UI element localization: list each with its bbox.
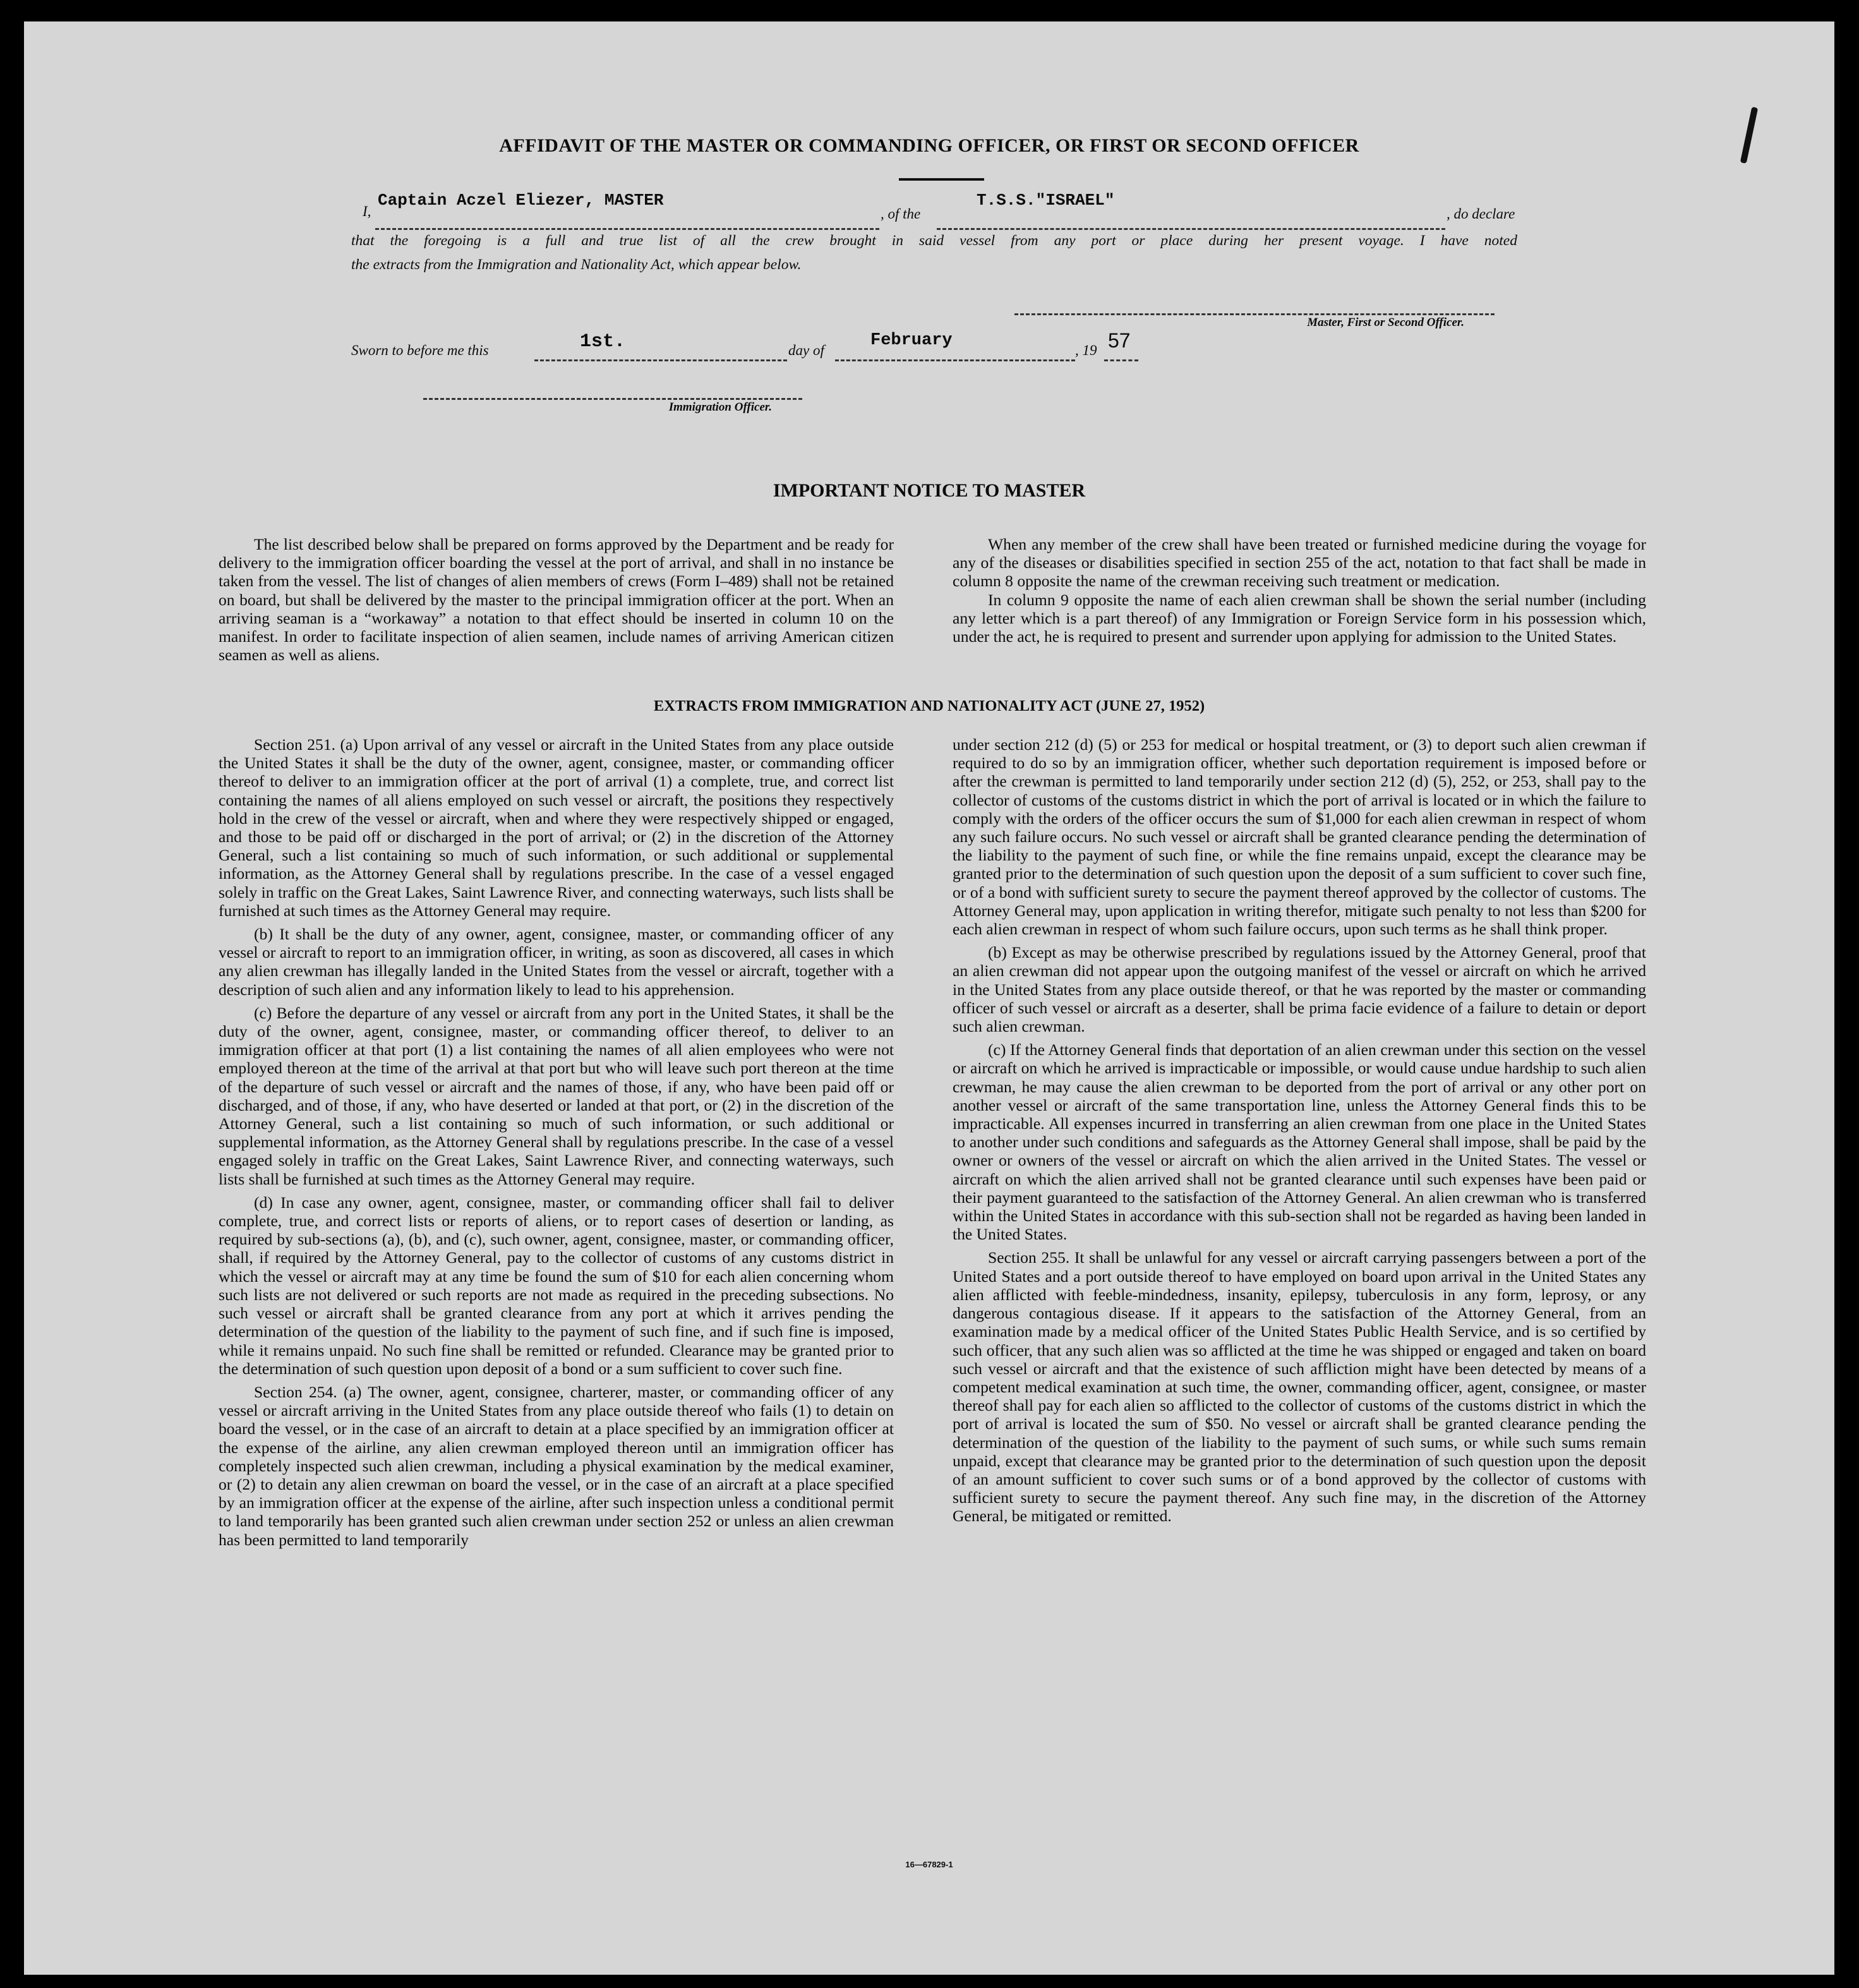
extracts-right-column <box>953 735 1646 1526</box>
i-prefix: I, <box>363 203 371 219</box>
section-251-c: (c) Before the departure of any vessel or aircraft from any port in the United States, it shall be the duty of the owner, agent, consignee, master, or commanding officer thereof, to deliver to an immigration officer at that port (1) a list containing the names of all alien employees who were not employed thereon at the time of the arrival at that port but who will leave such port thereon at the time of the departure of such vessel or aircraft and the names of those, if any, who have been paid off or discharged, and of those, if any, who have deserted or landed at that port, or (2) in the discretion of the Attorney General, such a list containing so much of such information, or such additional or supplemental information, as the Attorney General shall by regulations prescribe. In the case of a vessel engaged solely in traffic on the Great Lakes, Saint Lawrence River, and connecting waterways, such lists shall be furnished at such times as the Attorney General may require. <box>219 1003 894 1188</box>
master-name-line <box>375 214 879 230</box>
section-251-b: (b) It shall be the duty of any owner, agent, consignee, master, or commanding officer of any vessel or aircraft to report to an immigration officer, in writing, as soon as discovered, all cases in which any alien crewman has illegally landed in the United States from the vessel or aircraft, together with a description of such alien and any information likely to lead to his apprehension. <box>219 925 894 999</box>
sworn-month-value: February <box>870 331 953 350</box>
vessel-name-value: T.S.S."ISRAEL" <box>977 191 1115 210</box>
notice-right-paragraph-1: When any member of the crew shall have been treated or furnished medicine during the voyage for any of the diseases or disabilities specified in section 255 of the act, notation to that fact shall be made in column 8 opposite the name of the crewman receiving such treatment or medication. <box>953 535 1646 591</box>
immigration-officer-label: Immigration Officer. <box>668 401 772 414</box>
extracts-left-column <box>219 735 894 1549</box>
year-prefix: , 19 <box>1075 342 1097 358</box>
sworn-prefix: Sworn to before me this <box>351 342 489 358</box>
sworn-day-value: 1st. <box>580 331 626 352</box>
section-254-b: (b) Except as may be otherwise prescribed by regulations issued by the Attorney General, proof that an alien crewman did not appear upon the outgoing manifest of the vessel or aircraft on which he arrived in the United States from any place outside thereof, or that he was reported by the master or commanding officer of such vessel or aircraft as a deserter, shall be prima facie evidence of a failure to detain or deport such alien crewman. <box>953 943 1646 1036</box>
affidavit-body-line2: the extracts from the Immigration and Nationality Act, which appear below. <box>351 256 802 273</box>
title-rule <box>899 178 984 181</box>
section-254-a-continued: under section 212 (d) (5) or 253 for medical or hospital treatment, or (3) to deport such alien crewman if required to do so by an immigration officer, whether such deportation requirement is imposed before or after the crewman is permitted to land temporarily under section 212 (d) (5), 252, or 253, shall pay to the collector of customs of the customs district in which the port of arrival is located or in which the failure to comply with the orders of the officer occurs the sum of $1,000 for each alien crewman in respect of whom any such failure occurs. No such vessel or aircraft shall be granted clearance pending the determination of the liability to the payment of such fine, or while the fine remains unpaid, except the clearance may be granted prior to the determination of such question upon the deposit of a sum sufficient to cover such fine, or of a bond with sufficient surety to secure the payment thereof approved by the collector of customs. The Attorney General may, upon application in writing therefor, mitigate such penalty to not less than $200 for each alien crewman in respect of whom such failure occurs, upon such terms as he shall think proper. <box>953 735 1646 939</box>
notice-title: IMPORTANT NOTICE TO MASTER <box>773 480 1086 501</box>
master-name-value: Captain Aczel Eliezer, MASTER <box>378 191 664 210</box>
extracts-title: EXTRACTS FROM IMMIGRATION AND NATIONALITY ACT (JUNE 27, 1952) <box>653 697 1205 714</box>
document-page <box>24 21 1834 1975</box>
sworn-day-line <box>534 347 787 361</box>
section-254-c: (c) If the Attorney General finds that deportation of an alien crewman under this section on the vessel or aircraft on which he arrived is impracticable or impossible, or would cause undue hardship to such alien crewman, he may cause the alien crewman to be deported from the port of arrival or any other port on another vessel or aircraft of the same transportation line, unless the Attorney General finds this to be impracticable. All expenses incurred in transferring an alien crewman from one place in the United States to another under such conditions and safeguards as the Attorney General shall impose, shall be paid by the owner or owners of the vessel or aircraft on which the alien arrived in the United States. The vessel or aircraft on which the alien arrived shall not be granted clearance until such expenses have been paid or their payment guaranteed to the satisfaction of the Attorney General. An alien crewman who is transferred within the United States in accordance with this sub-section shall not be regarded as having been landed in the United States. <box>953 1040 1646 1244</box>
affidavit-body-line1: that the foregoing is a full and true list of all the crew brought in said vessel from any port or place during her present voyage. I have noted <box>351 232 1517 249</box>
of-the-label: , of the <box>881 206 921 222</box>
notice-right-column <box>953 535 1646 646</box>
notice-left-column <box>219 535 894 664</box>
notice-left-paragraph: The list described below shall be prepared on forms approved by the Department and be ready for delivery to the immigration officer boarding the vessel at the port of arrival, and shall in no instance be taken from the vessel. The list of changes of alien members of crews (Form I–489) shall not be retained on board, but shall be delivered by the master to the principal immigration officer at the port. When an arriving seaman is a “workaway” a notation to that effect should be inserted in column 10 on the manifest. In order to facilitate inspection of alien seamen, include names of arriving American citizen seamen as well as aliens. <box>219 535 894 665</box>
notice-right-paragraph-2: In column 9 opposite the name of each alien crewman shall be shown the serial number (including any letter which is a part thereof) of any Immigration or Foreign Service form in his possession which, under the act, he is required to present and surrender upon applying for admission to the United States. <box>953 590 1646 646</box>
vessel-name-line <box>937 214 1445 230</box>
master-signature-line <box>1014 312 1495 315</box>
sworn-year-value: 57 <box>1108 329 1131 352</box>
affidavit-title: AFFIDAVIT OF THE MASTER OR COMMANDING OFFICER, OR FIRST OR SECOND OFFICER <box>499 135 1359 156</box>
section-251-d: (d) In case any owner, agent, consignee, master, or commanding officer shall fail to deliver complete, true, and correct lists or reports of aliens, or to report cases of desertion or landing, as required by sub-sections (a), (b), and (c), such owner, agent, consignee, master, or commanding officer, shall, if required by the Attorney General, pay to the collector of customs of any customs district in which the vessel or aircraft may at any time be found the sum of $10 for each alien concerning whom such lists are not delivered or such reports are not made as required in the preceding subsections. No such vessel or aircraft shall be granted clearance from any port at which it arrives pending the determination of the question of the liability to the payment of such fine, and if such fine is imposed, while it remains unpaid. No such fine shall be remitted or refunded. Clearance may be granted prior to the determination of such question upon deposit of a bond or a sum sufficient to cover such fine. <box>219 1193 894 1378</box>
day-of-label: day of <box>788 342 824 358</box>
section-255: Section 255. It shall be unlawful for any vessel or aircraft carrying passengers between a port of the United States and a port outside thereof to have employed on board upon arrival in the United States any alien afflicted with feeble-mindedness, insanity, epilepsy, tuberculosis in any form, leprosy, or any dangerous contagious disease. If it appears to the satisfaction of the Attorney General, from an examination made by a medical officer of the United States Public Health Service, and is so certified by such officer, that any such alien was so afflicted at the time he was shipped or engaged and taken on board such vessel or aircraft and that the existence of such affliction might have been detected by means of a competent medical examination at such time, the owner, commanding officer, agent, consignee, or master thereof shall pay for each alien so afflicted to the collector of customs of the customs district in which the port of arrival is located the sum of $50. No vessel or aircraft shall be granted clearance pending the determination of the question of the liability to the payment of such sums, or while such sums remain unpaid, except that clearance may be granted prior to the determination of such question upon the deposit of an amount sufficient to cover such sums or of a bond approved by the collector of customs with sufficient surety to secure the payment thereof. Any such fine may, in the discretion of the Attorney General, be mitigated or remitted. <box>953 1248 1646 1526</box>
do-declare-label: , do declare <box>1447 206 1515 222</box>
form-number: 16—67829-1 <box>905 1860 953 1869</box>
master-signature-label: Master, First or Second Officer. <box>1307 316 1464 329</box>
section-251-a: Section 251. (a) Upon arrival of any vessel or aircraft in the United States from any place outside the United States it shall be the duty of the owner, agent, consignee, master, or commanding officer thereof to deliver to an immigration officer at the port of arrival (1) a complete, true, and correct list containing the names of all aliens employed on such vessel or aircraft, the positions they respectively hold in the crew of the vessel or aircraft, when and where they were respectively shipped or engaged, and those to be paid off or discharged in the port of arrival; or (2) in the discretion of the Attorney General, such a list containing so much of such information, or such additional or supplemental information, as the Attorney General shall by regulations prescribe. In the case of a vessel engaged solely in traffic on the Great Lakes, Saint Lawrence River, and connecting waterways, such lists shall be furnished at such times as the Attorney General may require. <box>219 735 894 920</box>
section-254-a: Section 254. (a) The owner, agent, consignee, charterer, master, or commanding officer of any vessel or aircraft arriving in the United States from any place outside thereof who fails (1) to detain on board the vessel, or in the case of an aircraft to detain at a place specified by an immigration officer at the expense of the airline, any alien crewman employed thereon until an immigration officer has completely inspected such alien crewman, including a physical examination by the medical examiner, or (2) to detain any alien crewman on board the vessel, or in the case of an aircraft at a place specified by an immigration officer at the expense of the airline, after such inspection unless a conditional permit to land temporarily has been granted such alien crewman under section 252 or unless an alien crewman has been permitted to land temporarily <box>219 1382 894 1549</box>
immigration-officer-line <box>423 397 802 400</box>
